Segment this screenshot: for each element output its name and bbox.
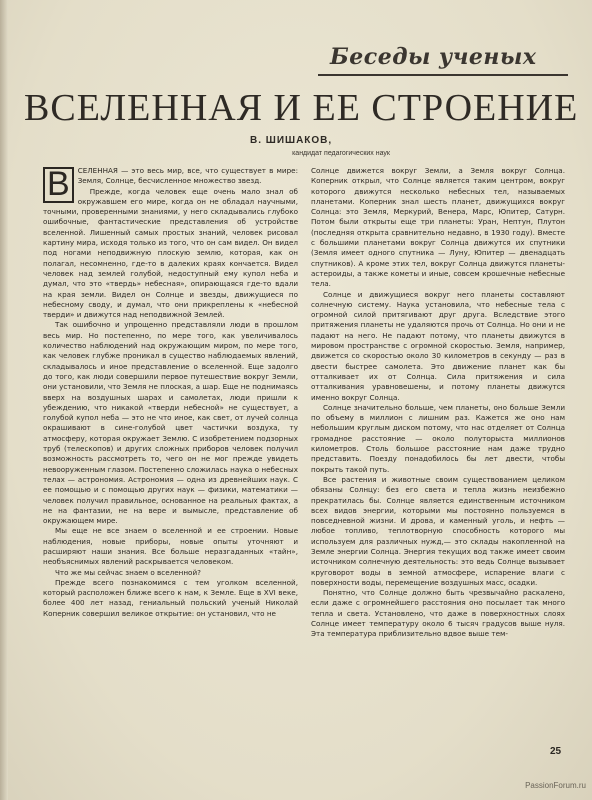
paragraph: Солнце значительно больше, чем планеты, оно больше Земли по объему в миллион с лишним раз. Кажется же оно нам небольшим круглым диском потому, что нас отделяет от Солнца громадное расстояние — около полуторыста миллионов километров. Столь большое расстояние нам даже трудно представить. Поезду понадобилось бы лет двести, чтобы покрыть такой путь. — [311, 402, 565, 474]
watermark: PassionForum.ru — [525, 781, 586, 790]
drop-cap: В — [43, 167, 74, 203]
page-binding-shadow — [0, 0, 8, 800]
series-banner-underline — [318, 74, 568, 76]
series-banner: Беседы ученых — [330, 44, 537, 70]
page-number: 25 — [550, 746, 562, 757]
paragraph: Все растения и животные своим существованием целиком обязаны Солнцу: без его света и тепла жизнь неизбежно прекратилась бы. Солнце является единственным источником всех видов энергии, которыми мы постоянно пользуемся в повседневной жизни. И дрова, и каменный уголь, и нефть — любое топливо, теплотворную способность которого мы используем для различных нужд,— это склады накопленной на Земле энергии Солнца. Энергия текущих вод также имеет своим источником солнечную деятельность: это ведь Солнце вызывает круговорот воды в земной атмосфере, испарение влаги с поверхности воды, перемещение воздушных масс, осадки. — [311, 474, 565, 587]
paragraph: Мы еще не все знаем о вселенной и ее строении. Новые наблюдения, новые приборы, новые опыты уточняют и расширяют наши знания. Все больше неразгаданных «тайн», необъяснимых явлений раскрывается человеком. — [43, 526, 298, 567]
paragraph: Солнце движется вокруг Земли, а Земля вокруг Солнца. Коперник открыл, что Солнце является таким центром, вокруг которого движутся несколько небесных тел, называемых планетами. Коперник знал шесть планет, движущихся вокруг Солнца: это Земля, Меркурий, Венера, Марс, Юпитер, Сатурн. Потом были открыты еще три планеты: Уран, Нептун, Плутон (последняя открыта сравнительно недавно, в 1930 году). Вместе с большими планетами вокруг Солнца движутся их спутники (Земля имеет одного спутника — Луну, Юпитер — двенадцать спутников). А кроме этих тел, вокруг Солнца движутся планеты-астероиды, а также кометы и иные, совсем крошечные небесные тела. — [311, 166, 565, 289]
author-role: кандидат педагогических наук — [292, 150, 390, 157]
paragraph: Так ошибочно и упрощенно представляли люди в прошлом весь мир. Но постепенно, по мере того, как увеличивалось количество наблюдений над окружающим миром, по мере того, как человек глубже проникал в существо наблюдаемых явлений, складывалось и иное представление о вселенной. Еще задолго до того, как люди совершили первое путешествие вокруг Земли, они установили, что Земля не плоская, а шар. Еще не поднимаясь вверх на воздушных шарах и самолетах, люди пришли к убеждению, что никакой «тверди небесной» не существует, а голубой купол неба — это не что иное, как свет, от лучей солнца окрашивают в сине-голубой цвет частички воздуха, ту атмосферу, которая окружает Землю. С изобретением подзорных труб (телескопов) и других сложных приборов человек получил возможность рассмотреть то, чего он не мог прежде увидеть невооруженным глазом. Постепенно сложилась наука о небесных телах — астрономия. Астрономия — одна из древнейших наук. С ее помощью и с помощью других наук — физики, математики — человек получил правильное, основанное на реальных фактах, а не на фантазии, не на вере и вымысле, представление об окружающем мире. — [43, 320, 298, 526]
paragraph-text: СЕЛЕННАЯ — это весь мир, все, что существует в мире: Земля, Солнце, бесчисленное множество звезд. — [77, 166, 298, 186]
left-column — [43, 166, 298, 619]
paragraph: Прежде всего познакомимся с тем уголком вселенной, который расположен ближе всего к нам, к Земле. Еще в XVI веке, более 400 лет назад, гениальный польский ученый Николай Коперник совершил великое открытие: он установил, что не — [43, 577, 298, 618]
paragraph — [43, 165, 298, 203]
right-column — [311, 166, 565, 640]
paragraph: Прежде, когда человек еще очень мало знал об окружавшем его мире, когда он не обладал научными, точными, проверенными знаниями, у него складывались глубоко ошибочные, фантастические представления об устройстве вселенной. Лишенный самых простых знаний, человек рисовал картину мира, исходя только из того, что он сам видел. Он видел под ногами неподвижную плоскую землю, которая, как он полагал, несомненно, где-то в далеких краях кончается. Видел человек над землей голубой, недоступный ему купол неба и думал, что это «твердь» небесная», опирающаяся где-то вдали на края земли. Видел он Солнце и звезды, движущиеся по небесному своду, и думал, что они прикреплены к «небесной тверди» и движутся над неподвижной Землей. — [43, 186, 298, 320]
paragraph: Солнце и движущиеся вокруг него планеты составляют солнечную систему. Наука установила, что небесные тела с огромной силой притягивают друг друга. Вследствие этого притяжения планеты не удаляются прочь от Солнца. Но они и не падают на него. Не падают потому, что планеты движутся в мировом пространстве с огромной скоростью. Земля, например, движется со скоростью около 30 километров в секунду — раз в двести быстрее самолета. Это движение планет как бы отталкивает их от Солнца. Сила притяжения и сила отталкивания уравновешены, и потому планеты движутся именно вокруг Солнца. — [311, 289, 565, 402]
author-name: В. ШИШАКОВ, — [250, 135, 333, 146]
paragraph: Понятно, что Солнце должно быть чрезвычайно раскалено, если даже с огромнейшего расстояния оно посылает так много тепла и света. Установлено, что даже в поверхностных слоях Солнце имеет температуру около 6 тысяч градусов выше нуля. Эта температура приблизительно вдвое выше тем- — [311, 588, 565, 639]
paragraph: Что же мы сейчас знаем о вселенной? — [55, 567, 201, 577]
article-title: ВСЕЛЕННАЯ И ЕЕ СТРОЕНИЕ — [24, 87, 579, 129]
